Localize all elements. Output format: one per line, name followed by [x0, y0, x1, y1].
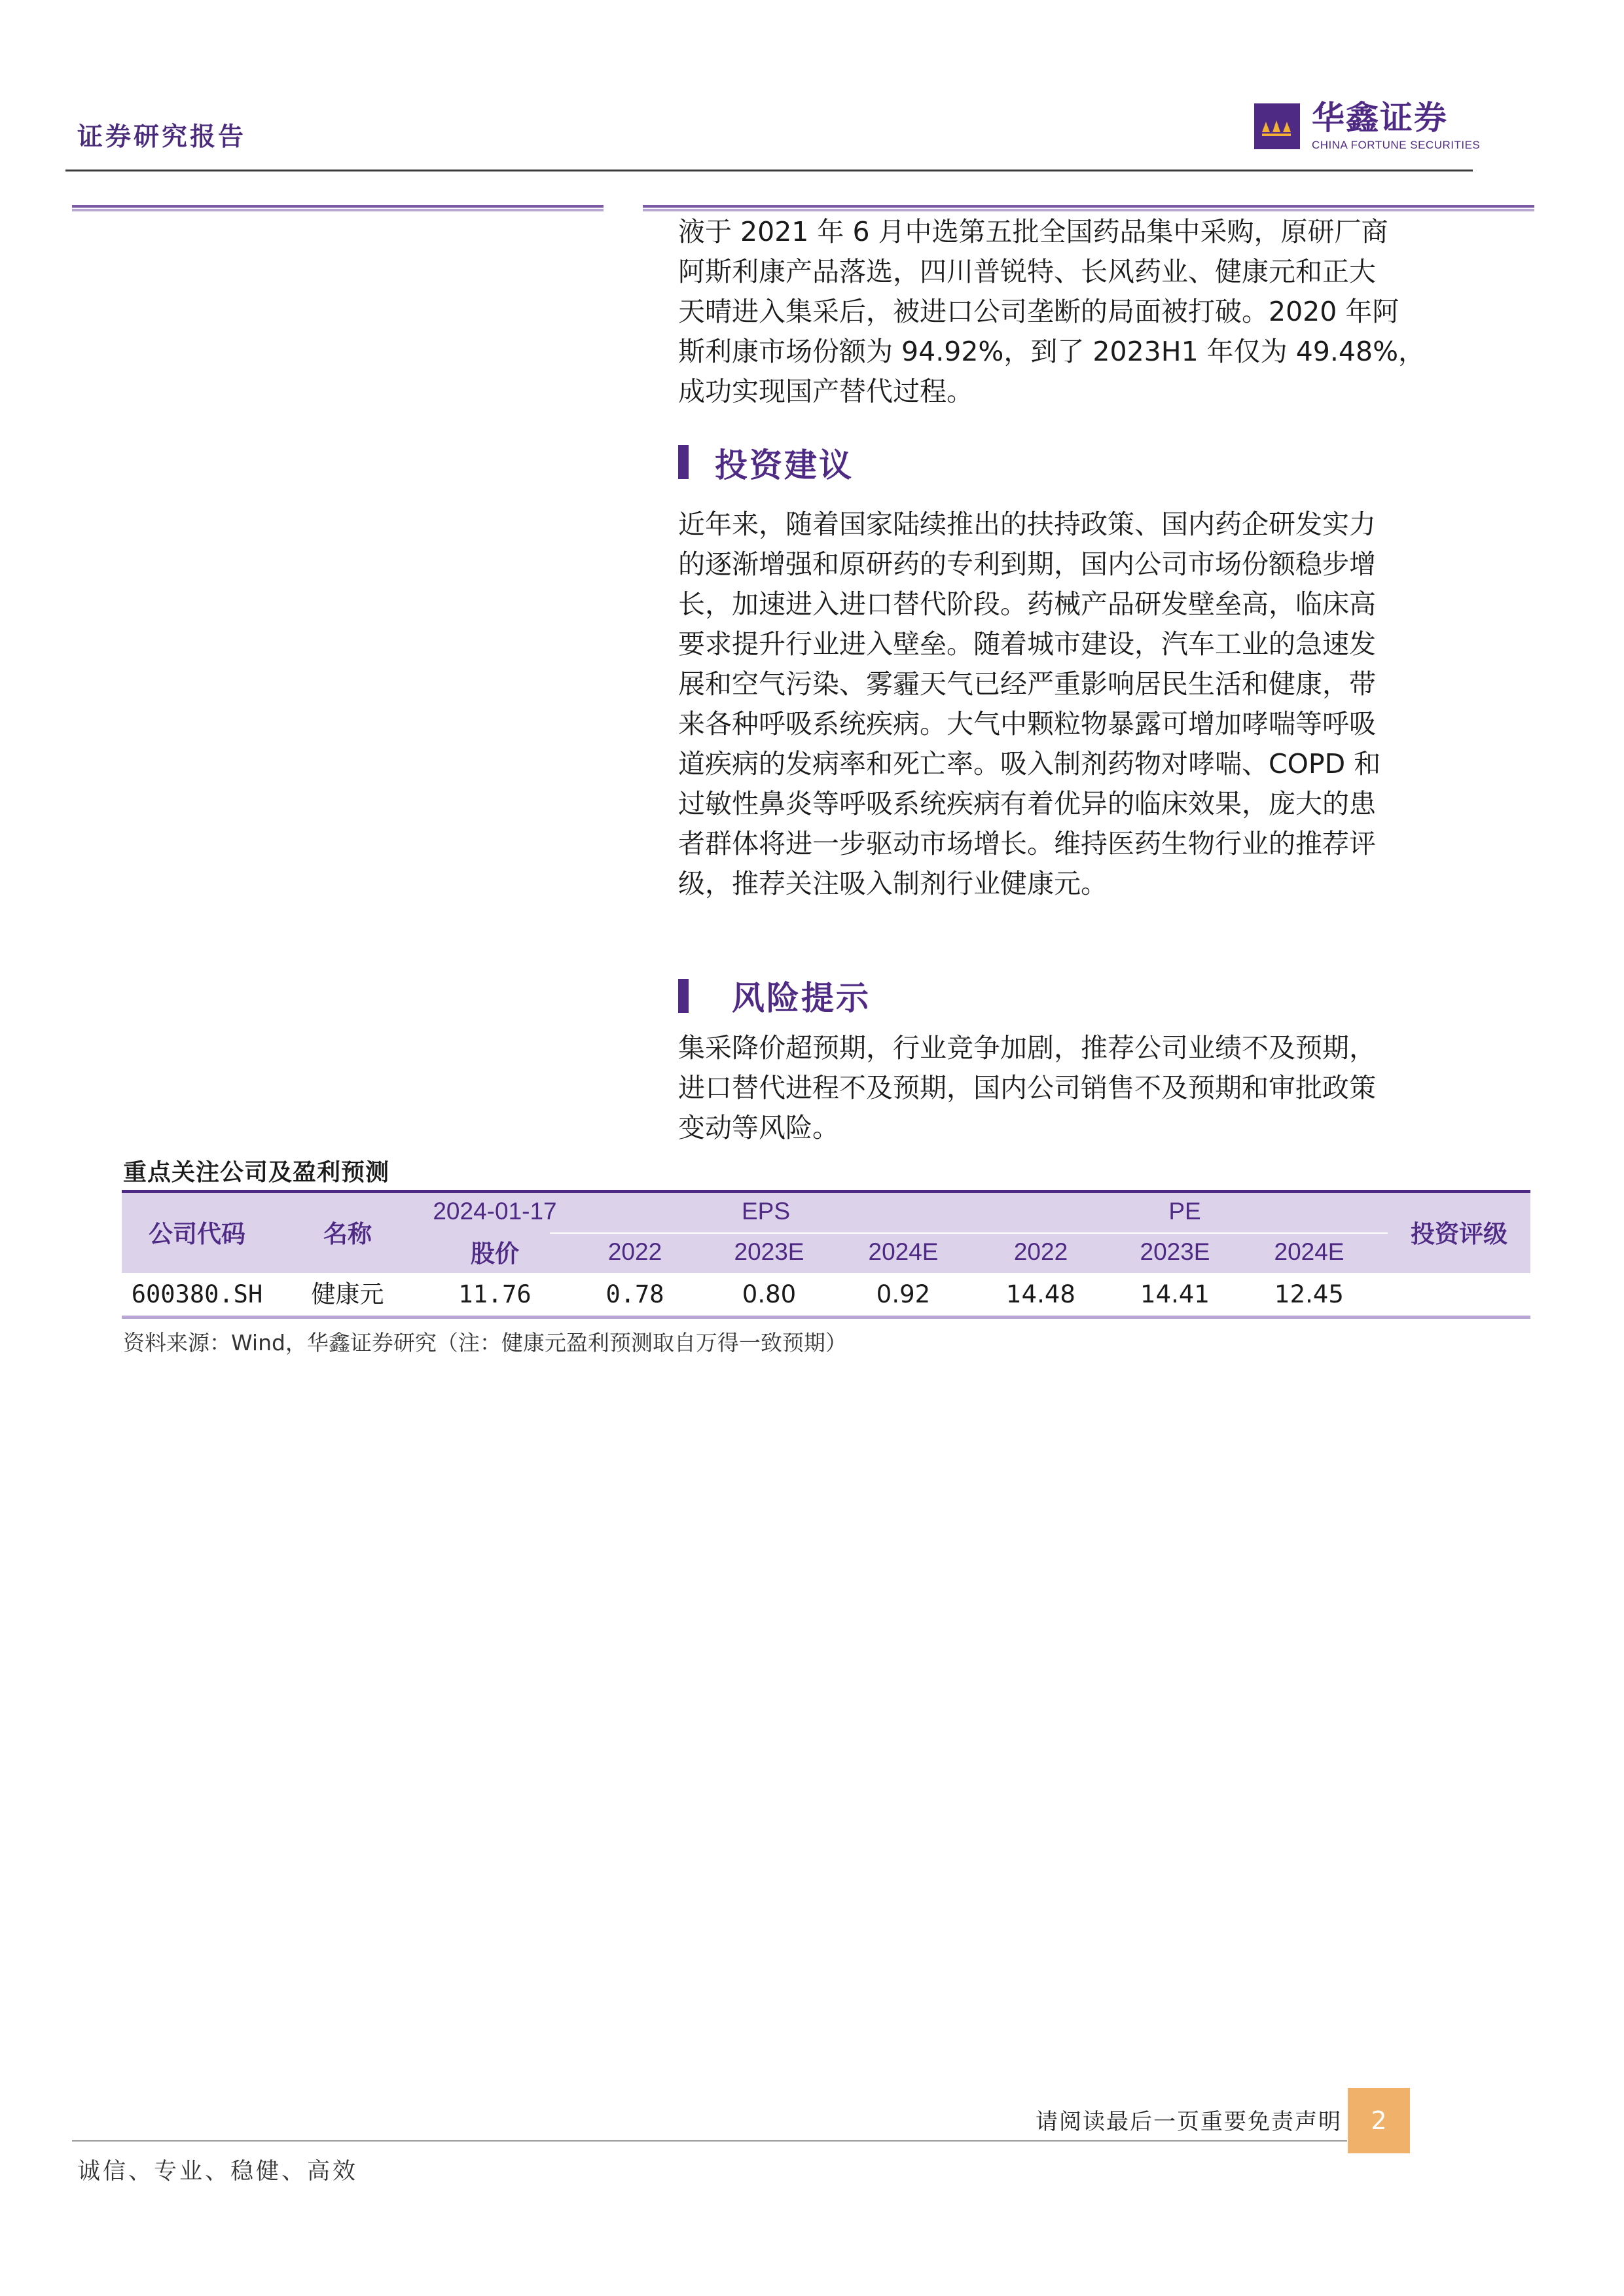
section-marker	[678, 979, 689, 1013]
paragraph-line: 阿斯利康产品落选，四川普锐特、长风药业、健康元和正大	[678, 256, 1376, 287]
eps-header-divider	[550, 1232, 982, 1234]
paragraph-line: 过敏性鼻炎等呼吸系统疾病有着优异的临床效果，庞大的患	[678, 788, 1376, 819]
paragraph-line: 长，加速进入进口替代阶段。药械产品研发壁垒高，临床高	[678, 588, 1376, 620]
paragraph-line: 集采降价超预期，行业竞争加剧，推荐公司业绩不及预期，	[678, 1032, 1376, 1064]
paragraph-line: 者群体将进一步驱动市场增长。维持医药生物行业的推荐评	[678, 828, 1376, 859]
cell-company-name: 健康元	[311, 1280, 384, 1308]
paragraph-line: 近年来，随着国家陆续推出的扶持政策、国内药企研发实力	[678, 509, 1376, 540]
company-logo-icon	[1254, 103, 1300, 149]
footer-divider	[72, 2140, 1347, 2142]
right-column-divider	[643, 205, 1534, 211]
pe-header-divider	[982, 1232, 1388, 1234]
header-name: 名称	[323, 1220, 372, 1248]
section-title-risk: 风险提示	[732, 979, 871, 1017]
table-title: 重点关注公司及盈利预测	[123, 1159, 390, 1186]
paragraph-line: 斯利康市场份额为 94.92%，到了 2023H1 年仅为 49.48%，	[678, 336, 1426, 367]
cell-company-code: 600380.SH	[131, 1280, 263, 1308]
paragraph-risk	[678, 1028, 1542, 1148]
paragraph-line: 变动等风险。	[678, 1112, 839, 1143]
paragraph-line: 道疾病的发病率和死亡率。吸入制剂药物对哮喘、COPD 和	[678, 748, 1381, 780]
paragraph-line: 来各种呼吸系统疾病。大气中颗粒物暴露可增加哮喘等呼吸	[678, 708, 1376, 740]
header-eps: EPS	[741, 1198, 791, 1225]
header-eps-2022: 2022	[607, 1238, 662, 1265]
cell-eps-2022: 0.78	[605, 1280, 664, 1308]
header-divider	[65, 170, 1473, 171]
header-pe-2023e: 2023E	[1140, 1238, 1210, 1265]
section-title-investment: 投资建议	[715, 446, 854, 484]
cell-rating	[1388, 1276, 1530, 1313]
paragraph-line: 的逐渐增强和原研药的专利到期，国内公司市场份额稳步增	[678, 548, 1376, 580]
cell-eps-2024e: 0.92	[876, 1280, 931, 1308]
left-column-divider	[72, 205, 604, 211]
header-date: 2024-01-17	[433, 1198, 557, 1225]
company-logo-name: 华鑫证券	[1312, 99, 1448, 137]
header-pe-2022: 2022	[1013, 1238, 1068, 1265]
company-logo-subtitle: CHINA FORTUNE SECURITIES	[1312, 139, 1481, 151]
paragraph-market-share	[678, 212, 1542, 412]
paragraph-line: 级，推荐关注吸入制剂行业健康元。	[678, 868, 1108, 899]
table-source-note: 资料来源：Wind，华鑫证券研究（注：健康元盈利预测取自万得一致预期）	[123, 1330, 847, 1355]
report-type-label: 证券研究报告	[77, 122, 247, 152]
header-price: 股价	[471, 1240, 519, 1268]
paragraph-line: 展和空气污染、雾霾天气已经严重影响居民生活和健康，带	[678, 668, 1376, 700]
cell-price: 11.76	[458, 1280, 532, 1308]
paragraph-line: 要求提升行业进入壁垒。随着城市建设，汽车工业的急速发	[678, 628, 1376, 660]
paragraph-line: 进口替代进程不及预期，国内公司销售不及预期和审批政策	[678, 1072, 1376, 1103]
disclaimer-notice: 请阅读最后一页重要免责声明	[1036, 2109, 1342, 2135]
section-marker	[678, 445, 689, 479]
header-pe-2024e: 2024E	[1274, 1238, 1344, 1265]
cell-pe-2024e: 12.45	[1274, 1280, 1344, 1308]
cell-pe-2022: 14.48	[1006, 1280, 1075, 1308]
header-eps-2024e: 2024E	[868, 1238, 939, 1265]
paragraph-line: 天晴进入集采后，被进口公司垄断的局面被打破。2020 年阿	[678, 296, 1399, 327]
header-pe: PE	[1168, 1198, 1201, 1225]
header-company-code: 公司代码	[149, 1220, 245, 1248]
table-bottom-border	[122, 1316, 1530, 1319]
page-number: 2	[1348, 2088, 1410, 2153]
paragraph-line: 液于 2021 年 6 月中选第五批全国药品集中采购，原研厂商	[678, 216, 1388, 247]
cell-pe-2023e: 14.41	[1140, 1280, 1210, 1308]
header-eps-2023e: 2023E	[734, 1238, 804, 1265]
cell-eps-2023e: 0.80	[742, 1280, 797, 1308]
paragraph-line: 成功实现国产替代过程。	[678, 376, 973, 407]
paragraph-investment	[678, 505, 1542, 904]
header-rating: 投资评级	[1411, 1220, 1507, 1248]
company-motto: 诚信、专业、稳健、高效	[77, 2159, 359, 2185]
